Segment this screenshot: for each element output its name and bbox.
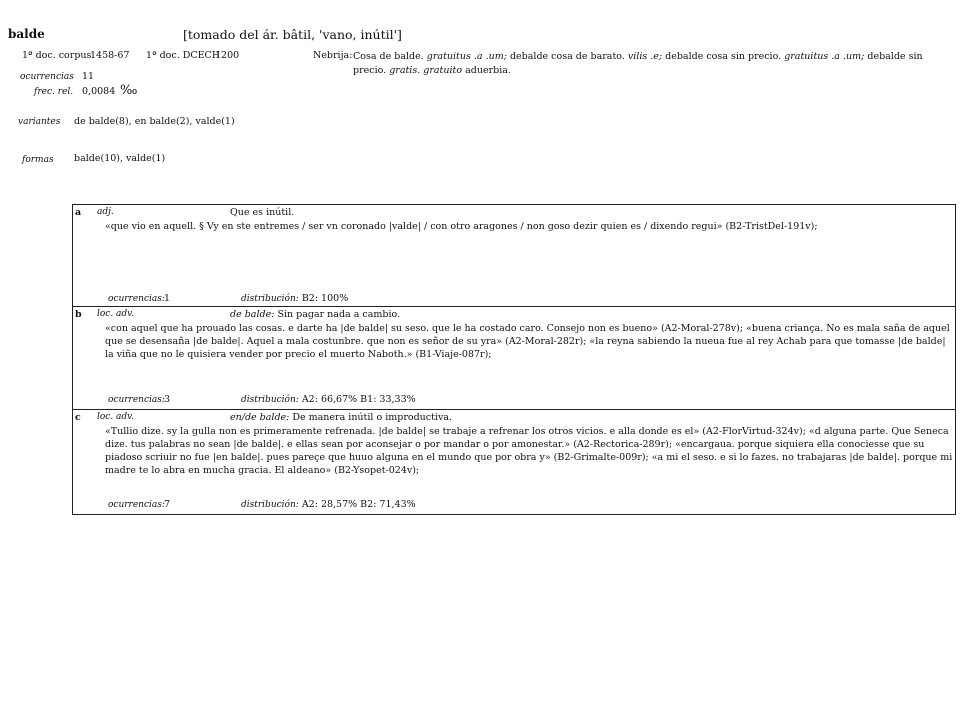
distribucion-value: A2: 28,57% B2: 71,43% bbox=[301, 499, 416, 510]
entry-lemma: balde bbox=[8, 27, 45, 41]
entry-etymology: [tomado del ár. bâtil, 'vano, inútil'] bbox=[183, 27, 402, 42]
nebrija-part: aduerbia. bbox=[462, 65, 511, 76]
frec-label: frec. rel. bbox=[34, 87, 74, 97]
sense-examples: «con aquel que ha prouado las cosas. e darte ha |de balde| su seso. que le ha costado caro. Consejo non es bueno» (A2-Moral-278v); «buena criança. No es mala saña de aquel que se desensaña |de balde|. Aquel a mala costunbre. que non es señor de su yra» (A2-Moral-282r); «la reyna sabiendo la nueua fue al rey Achab para que tomasse |de balde| la viña que no le quisiera vender por precio el muerto Naboth.» (B1-Viaje-087r); bbox=[105, 323, 950, 360]
sense-definition-text: Sin pagar nada a cambio. bbox=[274, 309, 401, 320]
nebrija-part: debalde sin precio. bbox=[353, 51, 923, 76]
nebrija-part: debalde cosa sin precio. bbox=[662, 51, 785, 62]
sense-c bbox=[73, 409, 955, 514]
variantes-value: de balde(8), en balde(2), valde(1) bbox=[74, 116, 235, 127]
distribucion-key: distribución: bbox=[241, 294, 299, 304]
sense-category: loc. adv. bbox=[97, 412, 135, 422]
nebrija-part: vilis .e; bbox=[627, 51, 663, 62]
senses-table bbox=[72, 204, 956, 515]
sense-ocurrencias bbox=[108, 394, 171, 405]
first-corpus-value: 1458-67 bbox=[90, 50, 130, 61]
nebrija-label: Nebrija: bbox=[313, 50, 353, 61]
distribucion-key: distribución: bbox=[241, 500, 299, 510]
ocurrencias-key: ocurrencias: bbox=[108, 395, 165, 405]
sense-a bbox=[73, 205, 955, 306]
sense-letter: b bbox=[75, 309, 82, 320]
ocurrencias-label: ocurrencias bbox=[20, 72, 74, 82]
nebrija-text bbox=[353, 50, 943, 78]
sense-ocurrencias bbox=[108, 499, 171, 510]
nebrija-part: gratuitus .a .um; bbox=[426, 51, 507, 62]
sense-definition bbox=[230, 412, 452, 423]
first-corpus-label: 1ª doc. corpus bbox=[22, 50, 92, 61]
formas-value: balde(10), valde(1) bbox=[74, 153, 166, 164]
sense-forma: en/de balde: bbox=[230, 412, 290, 423]
sense-letter: c bbox=[75, 412, 81, 423]
nebrija-part: gratis. gratuito bbox=[389, 65, 463, 76]
nebrija-part: gratuitus .a .um; bbox=[784, 51, 865, 62]
sense-category: adj. bbox=[97, 207, 114, 217]
frec-unit: ‰ bbox=[120, 83, 138, 98]
ocurrencias-key: ocurrencias: bbox=[108, 500, 165, 510]
sense-distribucion bbox=[241, 499, 416, 510]
distribucion-key: distribución: bbox=[241, 395, 299, 405]
distribucion-value: B2: 100% bbox=[301, 293, 349, 304]
sense-distribucion bbox=[241, 293, 348, 304]
sense-examples: «Tullio dize. sy la gulla non es primeramente refrenada. |de balde| se trabaje a refrenar los otros vicios. e alla donde es el» (A2-FlorVirtud-324v); «d alguna parte. Que Seneca dize. tus palabras no sean |de balde|. e ellas sean por aconsejar o por mandar o por amonestar.» (A2-Rectorica-289r); «encargaua. porque siquiera ella conociesse que su piadoso scriuir no fue |en balde|. pues pareçe que huuo alguna en el mundo que por obra y» (B2-Grimalte-009r); «a mi el seso. e si lo fazes. no trabajaras |de balde|. porque mi madre te lo abra en mucha gracia. El aldeano» (B2-Ysopet-024v); bbox=[105, 426, 953, 476]
ocurrencias-value: 3 bbox=[164, 394, 171, 405]
sense-definition-text: Que es inútil. bbox=[230, 207, 295, 218]
first-dcech-value: 1200 bbox=[215, 50, 240, 61]
first-dcech-label: 1ª doc. DCECH bbox=[146, 50, 221, 61]
ocurrencias-value: 7 bbox=[164, 499, 171, 510]
sense-ocurrencias bbox=[108, 293, 171, 304]
sense-definition bbox=[230, 309, 400, 320]
sense-distribucion bbox=[241, 394, 416, 405]
nebrija-part: Cosa de balde. bbox=[353, 51, 427, 62]
sense-letter: a bbox=[75, 207, 82, 218]
distribucion-value: A2: 66,67% B1: 33,33% bbox=[301, 394, 416, 405]
ocurrencias-value: 11 bbox=[82, 71, 95, 82]
ocurrencias-value: 1 bbox=[164, 293, 171, 304]
sense-b bbox=[73, 306, 955, 409]
sense-definition-text: De manera inútil o improductiva. bbox=[289, 412, 453, 423]
sense-examples: «que vio en aquell. § Vy en ste entremes / ser vn coronado |valde| / con otro aragones / non goso dezir quien es / dixendo regui» (B2-TristDel-191v); bbox=[105, 221, 818, 232]
sense-definition bbox=[230, 207, 294, 218]
ocurrencias-key: ocurrencias: bbox=[108, 294, 165, 304]
sense-category: loc. adv. bbox=[97, 309, 135, 319]
sense-forma: de balde: bbox=[230, 309, 275, 320]
nebrija-part: debalde cosa de barato. bbox=[506, 51, 628, 62]
formas-label: formas bbox=[22, 155, 54, 165]
variantes-label: variantes bbox=[18, 117, 61, 127]
frec-value: 0,0084 bbox=[82, 86, 116, 97]
